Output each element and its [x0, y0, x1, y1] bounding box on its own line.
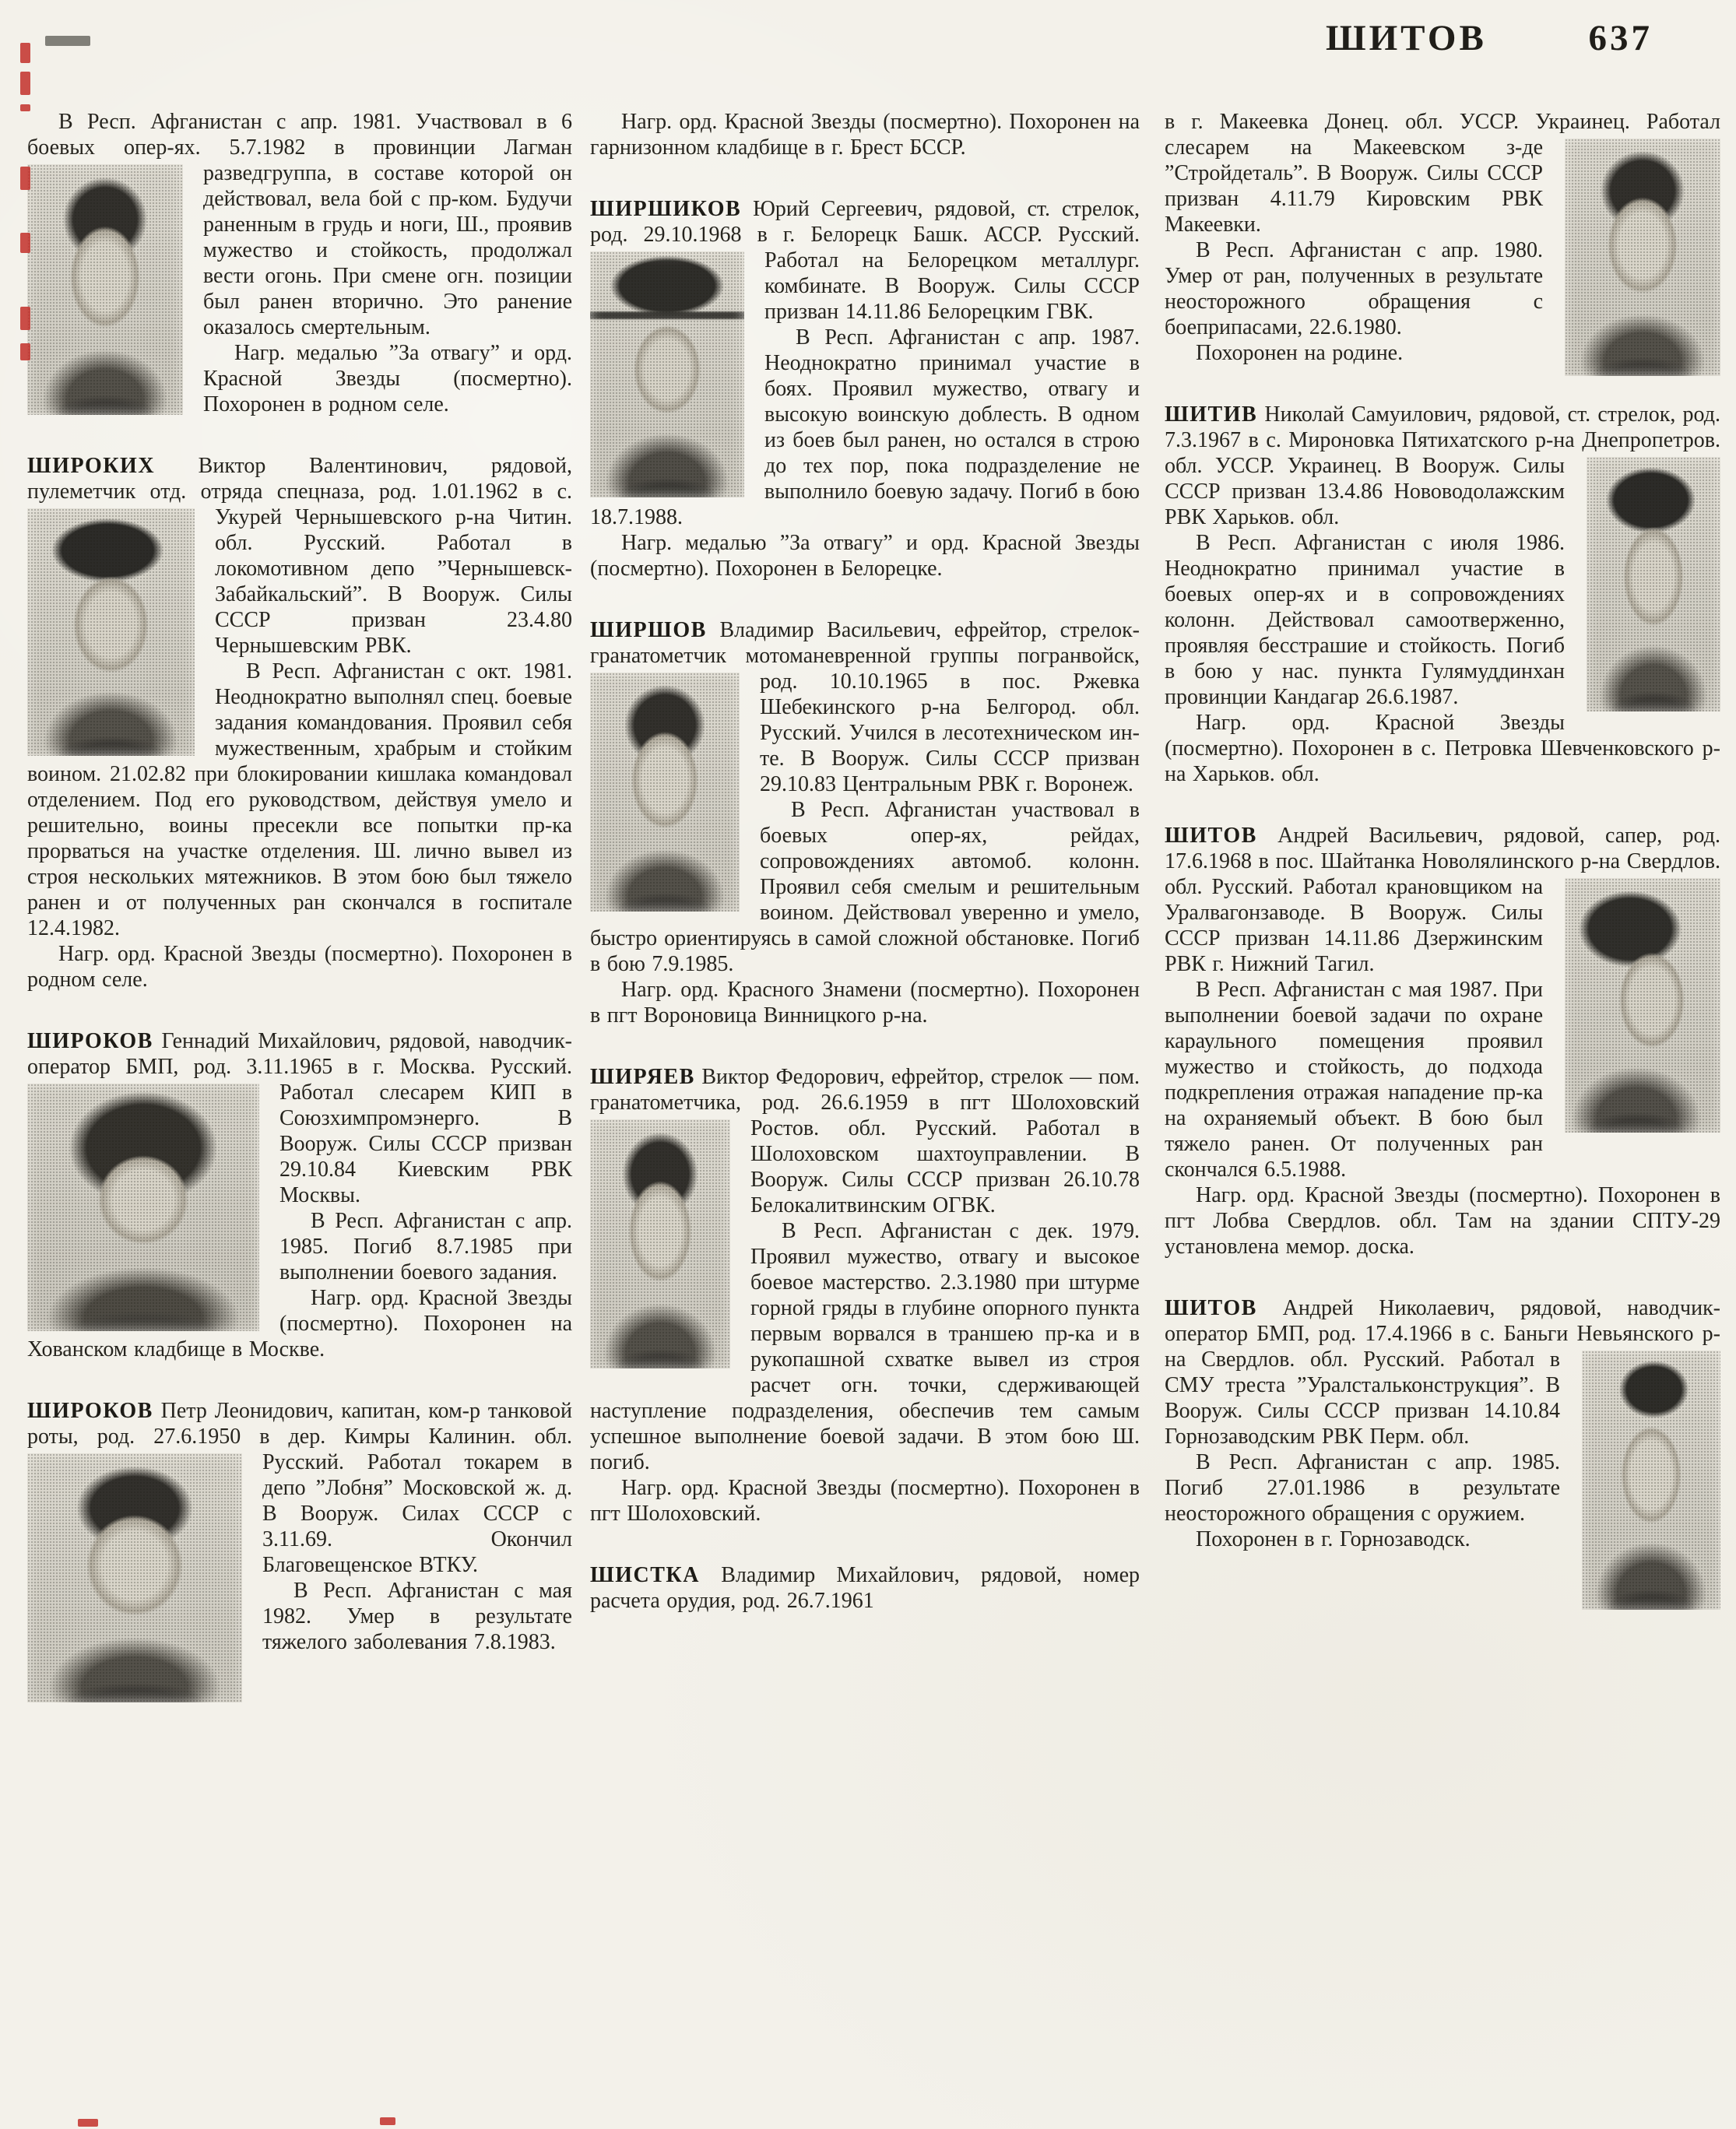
- entry-name-rest: Андрей Васильевич, рядовой, сапер, род. 17.6.1968 в пос. Шайтанка Новолялинского р-на Свердлов. обл. Русский. Работал крановщиком на Уралвагонзаводе. В Вооруж. Силы СССР призван 14.11.86 Дзержинским РВК г. Нижний Тагил.: [1165, 824, 1720, 976]
- paragraph-text: В Респ. Афганистан с апр. 1985. Погиб 8.7.1985 при выполнении боевого задания.: [279, 1209, 572, 1284]
- paragraph: [1165, 402, 1720, 530]
- scan-mark: [78, 2119, 98, 2127]
- column-2: [590, 109, 1140, 1614]
- entry-ШИРШИКОВ: [590, 196, 1140, 581]
- entry-continuation: [27, 109, 572, 417]
- page-number: 637: [1588, 18, 1653, 58]
- entry-surname: ШИРОКИХ: [27, 454, 156, 478]
- portrait-photo: [1582, 1351, 1720, 1610]
- entry-name-rest: Петр Леонидович, капитан, ком-р танковой роты, род. 27.6.1950 в дер. Кимры Калинин. обл. Русский. Работал токарем в депо ”Лобня” Московской ж. д. В Вооруж. Силах СССР с 3.11.69. Окончил Благовещенское ВТКУ.: [27, 1399, 572, 1577]
- paragraph-text: Нагр. орд. Красной Звезды (посмертно). Похоронен в с. Петровка Шевченковского р-на Харьков. обл.: [1165, 711, 1720, 786]
- paragraph-text: В Респ. Афганистан с июля 1986. Неоднократно принимал участие в боевых опер-ях и в сопровождениях колонн. Действовал самоотверженно, проявляя бесстрашие и стойкость. Погиб в бою у нас. пункта Гулямуддинхан провинции Кандагар 26.6.1987.: [1165, 531, 1565, 709]
- entry-name-rest: Геннадий Михайлович, рядовой, наводчик-оператор БМП, род. 3.11.1965 в г. Москва. Русский. Работал слесарем КИП в Союзхимпромэнерго. В Вооруж. Силы СССР призван 29.10.84 Киевским РВК Москвы.: [27, 1029, 572, 1207]
- scan-mark: [20, 43, 30, 63]
- paragraph: [590, 196, 1140, 325]
- entry-surname: ШИСТКА: [590, 1563, 700, 1587]
- entry-ШИСТКА: [590, 1562, 1140, 1614]
- paragraph-text: В Респ. Афганистан с апр. 1985. Погиб 27.01.1986 в результате неосторожного обращения с оружием.: [1165, 1450, 1560, 1526]
- entry-ШИРОКОВ: [27, 1028, 572, 1362]
- entry-surname: ШИРШИКОВ: [590, 197, 742, 221]
- scan-mark: [20, 343, 30, 360]
- entry-surname: ШИРЯЕВ: [590, 1065, 695, 1089]
- paragraph-text: Похоронен в г. Горнозаводск.: [1196, 1527, 1471, 1551]
- portrait-photo: [590, 251, 744, 497]
- paragraph: [27, 1398, 572, 1578]
- entry-ШИРОКИХ: [27, 453, 572, 992]
- paragraph: [590, 530, 1140, 581]
- entry-ШИТИВ: [1165, 402, 1720, 787]
- entry-ШИРЯЕВ: [590, 1064, 1140, 1526]
- paragraph-text: В Респ. Афганистан с мая 1982. Умер в результате тяжелого заболевания 7.8.1983.: [262, 1579, 572, 1654]
- portrait-photo: [1565, 878, 1720, 1133]
- portrait-photo: [1565, 139, 1720, 376]
- column-1: [27, 109, 572, 1707]
- entry-name-rest: Владимир Васильевич, ефрейтор, стрелок-гранатометчик мотоманевренной группы погранвойск, род. 10.10.1965 в пос. Ржевка Шебекинского р-на Белгород. обл. Русский. Учился в лесотехническом ин-те. В Вооруж. Силы СССР призван 29.10.83 Центральным РВК г. Воронеж.: [590, 618, 1140, 796]
- entry-ШИРШОВ: [590, 617, 1140, 1028]
- entry-surname: ШИРШОВ: [590, 618, 707, 642]
- portrait-photo: [27, 508, 195, 756]
- entry-continuation: [590, 109, 1140, 160]
- paragraph-text: в г. Макеевка Донец. обл. УССР. Украинец. Работал слесарем на Макеевском з-де ”Стройдеталь”. В Вооруж. Силы СССР призван 4.11.79 Кировским РВК Макеевки.: [1165, 110, 1720, 237]
- entry-name-rest: Виктор Валентинович, рядовой, пулеметчик отд. отряда спецназа, род. 1.01.1962 в с. Укурей Чернышевского р-на Читин. обл. Русский. Работал в локомотивном депо ”Чернышевск-Забайкальский”. В Вооруж. Силы СССР призван 23.4.80 Чернышевским РВК.: [27, 454, 572, 658]
- paragraph: [590, 109, 1140, 160]
- entry-name-rest: Николай Самуилович, рядовой, ст. стрелок, род. 7.3.1967 в с. Мироновка Пятихатского р-на Днепропетров. обл. УССР. Украинец. В Вооруж. Силы СССР призван 13.4.86 Нововодолажским РВК Харьков. обл.: [1165, 402, 1720, 529]
- paragraph-text: В Респ. Афганистан с апр. 1987. Неоднократно принимал участие в боях. Проявил мужество, отвагу и высокую воинскую доблесть. В одном из боев был ранен, но остался в строю до тех пор, пока подразделение не выполнило боевую задачу. Погиб в бою 18.7.1988.: [590, 325, 1140, 529]
- paragraph: [27, 1028, 572, 1208]
- entry-surname: ШИТОВ: [1165, 1296, 1257, 1320]
- entry-surname: ШИТИВ: [1165, 402, 1258, 427]
- entry-surname: ШИРОКОВ: [27, 1399, 153, 1423]
- paragraph-text: В Респ. Афганистан с апр. 1981. Участвовал в 6 боевых опер-ях. 5.7.1982 в провинции Лагман разведгруппа, в составе которой он действовал, вела бой с пр-ком. Будучи раненным в грудь и ноги, Ш., проявив мужество и стойкость, продолжал вести огонь. При смене огн. позиции был ранен вторично. Это ранение оказалось смертельным.: [27, 110, 572, 339]
- paragraph-text: Нагр. орд. Красной Звезды (посмертно). Похоронен в пгт Лобва Свердлов. обл. Там на здании СПТУ-29 установлена мемор. доска.: [1165, 1183, 1720, 1259]
- entry-ШИТОВ: [1165, 823, 1720, 1259]
- paragraph: [1165, 710, 1720, 787]
- paragraph: [590, 1064, 1140, 1218]
- entry-name-rest: Андрей Николаевич, рядовой, наводчик-оператор БМП, род. 17.4.1966 в с. Баньги Невьянского р-на Свердлов. обл. Русский. Работал в СМУ треста ”Уралстальконструкция”. В Вооруж. Силы СССР призван 14.10.84 Горнозаводским РВК Перм. обл.: [1165, 1296, 1720, 1449]
- scan-mark: [20, 233, 30, 253]
- paragraph-text: Нагр. медалью ”За отвагу” и орд. Красной Звезды (посмертно). Похоронен в родном селе.: [203, 341, 572, 416]
- scan-mark: [20, 104, 30, 111]
- portrait-photo: [590, 673, 740, 912]
- paragraph-text: Нагр. медалью ”За отвагу” и орд. Красной Звезды (посмертно). Похоронен в Белорецке.: [590, 531, 1140, 581]
- paragraph-text: В Респ. Афганистан с окт. 1981. Неоднократно выполнял спец. боевые задания командования. Проявил себя мужественным, храбрым и стойким воином. 21.02.82 при блокировании кишлака командовал отделением. Под его руководством, действуя умело и решительно, воины пресекли все попытки пр-ка прорваться на участке отделения. Ш. лично вывел из строя нескольких мятежников. В этом бою был тяжело ранен и от полученных ран скончался в госпитале 12.4.1982.: [27, 659, 572, 940]
- portrait-photo: [590, 1119, 730, 1368]
- paragraph: [1165, 1295, 1720, 1449]
- paragraph: [27, 941, 572, 992]
- portrait-photo: [27, 1084, 259, 1331]
- paragraph-text: Нагр. орд. Красной Звезды (посмертно). Похоронен в родном селе.: [27, 942, 572, 992]
- portrait-photo: [27, 164, 183, 415]
- paragraph: [27, 453, 572, 659]
- paragraph-text: Нагр. орд. Красной Звезды (посмертно). Похоронен на Хованском кладбище в Москве.: [27, 1286, 572, 1361]
- paragraph-text: Похоронен на родине.: [1196, 341, 1404, 365]
- scan-smudge: [45, 36, 90, 46]
- paragraph: [1165, 109, 1720, 237]
- paragraph: [1165, 823, 1720, 977]
- entry-continuation: [1165, 109, 1720, 366]
- paragraph: [590, 1475, 1140, 1526]
- paragraph-text: В Респ. Афганистан с мая 1987. При выполнении боевой задачи по охране караульного помещения проявил мужество и стойкость, до подхода подкрепления отражая нападение пр-ка на охраняемый объект. В бою был тяжело ранен. От полученных ран скончался 6.5.1988.: [1165, 978, 1543, 1182]
- entry-name-rest: Юрий Сергеевич, рядовой, ст. стрелок, род. 29.10.1968 в г. Белорецк Башк. АССР. Русский. Работал на Белорецком металлург. комбинате. В Вооруж. Силы СССР призван 14.11.86 Белорецким ГВК.: [590, 197, 1140, 324]
- entry-ШИТОВ: [1165, 1295, 1720, 1552]
- entry-name-rest: Виктор Федорович, ефрейтор, стрелок — пом. гранатометчика, род. 26.6.1959 в пгт Шолоховский Ростов. обл. Русский. Работал в Шолоховском шахтоуправлении. В Вооруж. Силы СССР призван 26.10.78 Белокалитвинским ОГВК.: [590, 1065, 1140, 1217]
- entry-ШИРОКОВ: [27, 1398, 572, 1655]
- paragraph-text: Нагр. орд. Красной Звезды (посмертно). Похоронен на гарнизонном кладбище в г. Брест БССР.: [590, 110, 1140, 160]
- paragraph: [590, 617, 1140, 797]
- paragraph-text: Нагр. орд. Красного Знамени (посмертно). Похоронен в пгт Вороновица Винницкого р-на.: [590, 978, 1140, 1028]
- scan-mark: [20, 307, 30, 330]
- entry-surname: ШИТОВ: [1165, 824, 1257, 848]
- paragraph: [1165, 1182, 1720, 1259]
- entry-surname: ШИРОКОВ: [27, 1029, 153, 1053]
- page-header-title: ШИТОВ: [1326, 18, 1487, 58]
- paragraph-text: В Респ. Афганистан с апр. 1980. Умер от ран, полученных в результате неосторожного обращения с боеприпасами, 22.6.1980.: [1165, 238, 1543, 339]
- scan-mark: [380, 2117, 395, 2125]
- paragraph: [27, 109, 572, 340]
- scan-mark: [20, 167, 30, 190]
- paragraph-text: В Респ. Афганистан участвовал в боевых опер-ях, рейдах, сопровождениях автомоб. колонн. Проявил себя смелым и решительным воином. Действовал уверенно и умело, быстро ориентируясь в самой сложной обстановке. Погиб в бою 7.9.1985.: [590, 798, 1140, 976]
- paragraph-text: В Респ. Афганистан с дек. 1979. Проявил мужество, отвагу и высокое боевое мастерство. 2.3.1980 при штурме горной гряды в глубине опорного пункта первым ворвался в траншею пр-ка и в рукопашной схватке вывел из строя расчет огн. точки, сдерживающей наступление подразделения, обеспечив тем самым успешное выполнение боевой задачи. В этом бою Ш. погиб.: [590, 1219, 1140, 1474]
- paragraph: [590, 977, 1140, 1028]
- entry-name-rest: Владимир Михайлович, рядовой, номер расчета орудия, род. 26.7.1961: [590, 1563, 1140, 1613]
- column-3: [1165, 109, 1720, 1614]
- portrait-photo: [1587, 457, 1720, 711]
- portrait-photo: [27, 1453, 242, 1702]
- page-header: [1326, 17, 1653, 59]
- paragraph-text: Нагр. орд. Красной Звезды (посмертно). Похоронен в пгт Шолоховский.: [590, 1476, 1140, 1526]
- scan-mark: [20, 72, 30, 95]
- paragraph: [590, 1562, 1140, 1614]
